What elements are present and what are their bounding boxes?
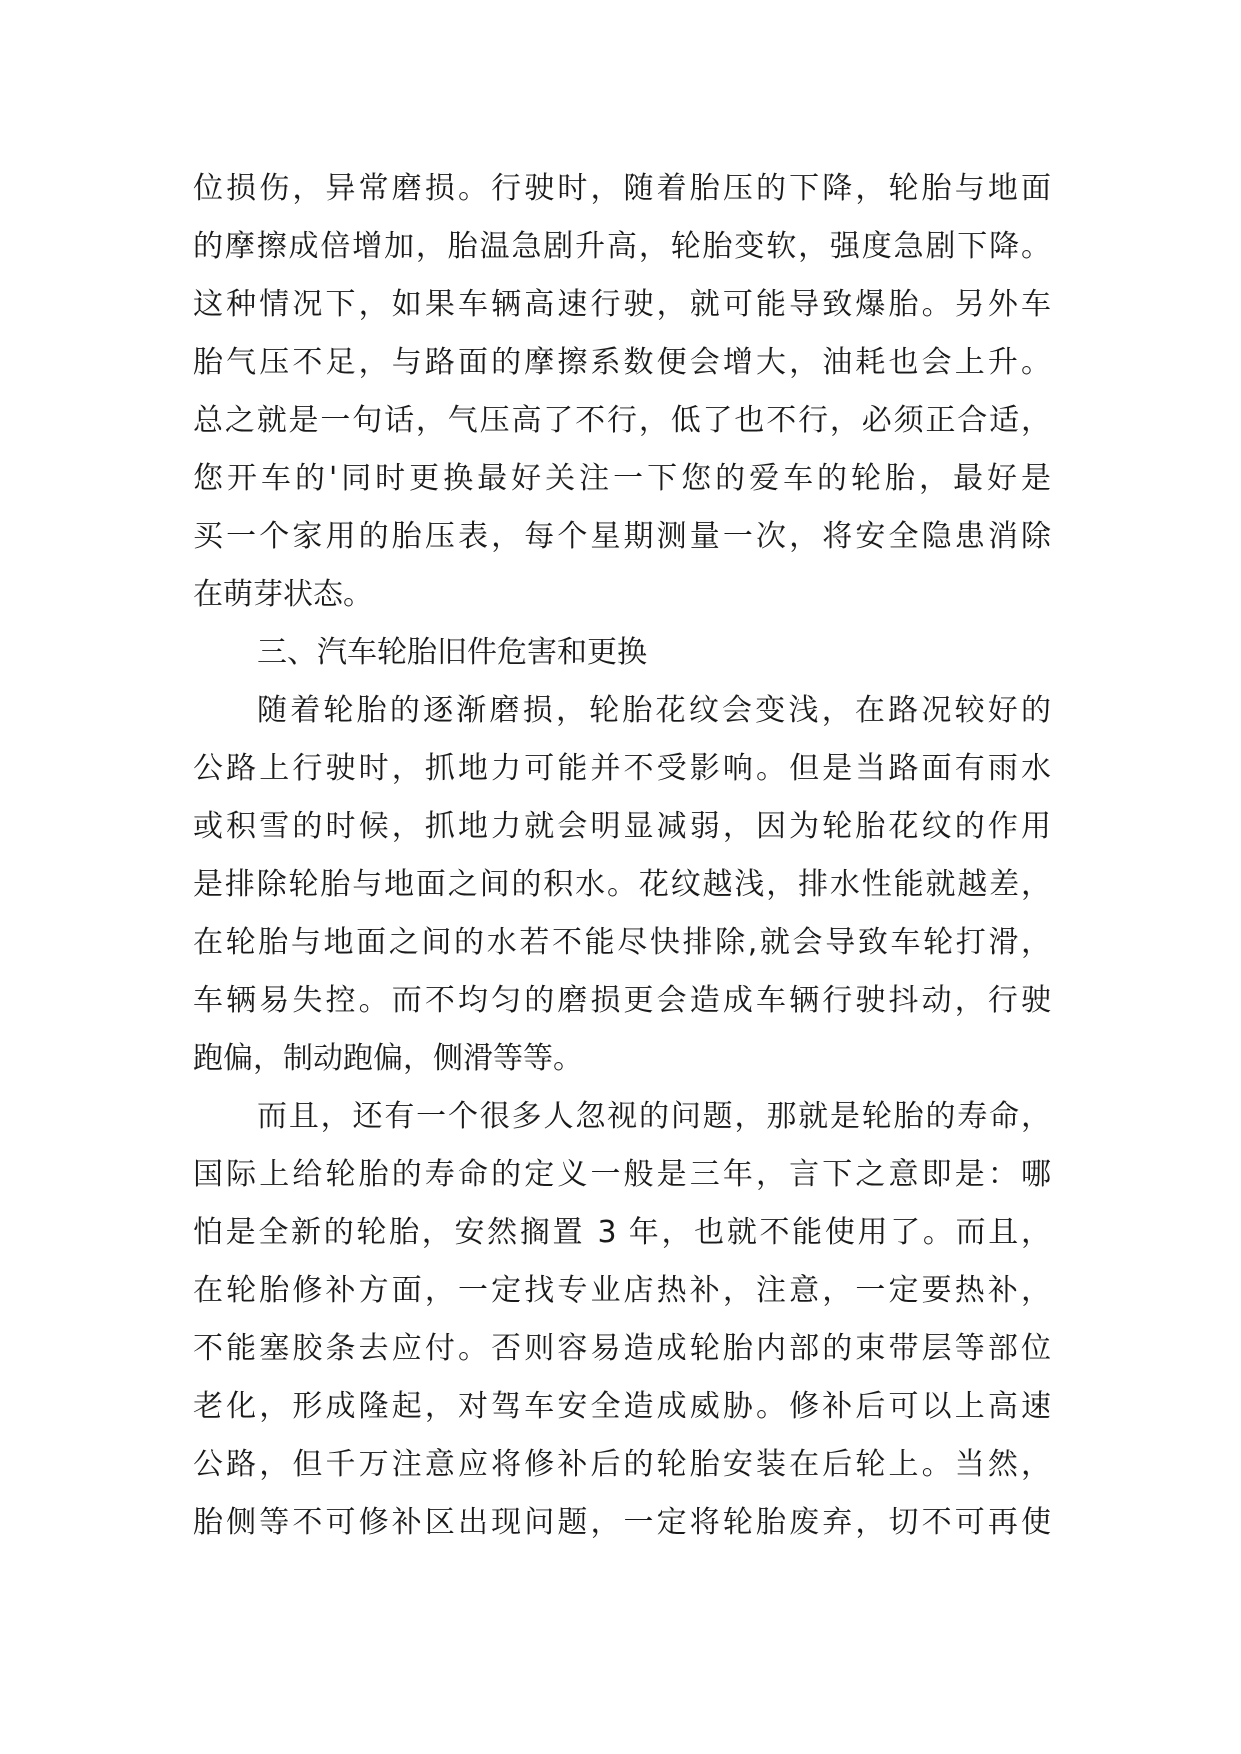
text-line: 公路，但千万注意应将修补后的轮胎安装在后轮上。当然，: [193, 1447, 1051, 1482]
text-line: 在萌芽状态。: [193, 577, 373, 612]
text-line: 胎侧等不可修补区出现问题，一定将轮胎废弃，切不可再使: [193, 1505, 1051, 1540]
text-line: 三、汽车轮胎旧件危害和更换: [257, 635, 647, 670]
text-line: 胎气压不足，与路面的摩擦系数便会增大，油耗也会上升。: [193, 345, 1051, 380]
text-line: 而且，还有一个很多人忽视的问题，那就是轮胎的寿命，: [257, 1099, 1051, 1134]
text-line: 位损伤，异常磨损。行驶时，随着胎压的下降，轮胎与地面: [193, 171, 1051, 206]
text-line: 随着轮胎的逐渐磨损，轮胎花纹会变浅，在路况较好的: [257, 693, 1051, 728]
text-line: 国际上给轮胎的寿命的定义一般是三年，言下之意即是：哪: [193, 1157, 1051, 1192]
text-line: 车辆易失控。而不均匀的磨损更会造成车辆行驶抖动，行驶: [193, 983, 1051, 1018]
text-line: 您开车的'同时更换最好关注一下您的爱车的轮胎，最好是: [193, 461, 1051, 496]
body-text: [193, 160, 1051, 1552]
text-line: 公路上行驶时，抓地力可能并不受影响。但是当路面有雨水: [193, 751, 1051, 786]
text-line: 在轮胎与地面之间的水若不能尽快排除,就会导致车轮打滑，: [193, 925, 1051, 960]
text-line: 这种情况下，如果车辆高速行驶，就可能导致爆胎。另外车: [193, 287, 1051, 322]
text-line: 老化，形成隆起，对驾车安全造成威胁。修补后可以上高速: [193, 1389, 1051, 1424]
text-line: 买一个家用的胎压表，每个星期测量一次，将安全隐患消除: [193, 519, 1051, 554]
text-line: 的摩擦成倍增加，胎温急剧升高，轮胎变软，强度急剧下降。: [193, 229, 1051, 264]
text-line: 或积雪的时候，抓地力就会明显减弱，因为轮胎花纹的作用: [193, 809, 1051, 844]
text-line: 总之就是一句话，气压高了不行，低了也不行，必须正合适，: [193, 403, 1051, 438]
text-line: 在轮胎修补方面，一定找专业店热补，注意，一定要热补，: [193, 1273, 1051, 1308]
text-line: 是排除轮胎与地面之间的积水。花纹越浅，排水性能就越差，: [193, 867, 1051, 902]
text-line: 跑偏，制动跑偏，侧滑等等。: [193, 1041, 583, 1076]
text-line: 怕是全新的轮胎，安然搁置 3 年，也就不能使用了。而且，: [193, 1215, 1051, 1250]
text-line: 不能塞胶条去应付。否则容易造成轮胎内部的束带层等部位: [193, 1331, 1051, 1366]
